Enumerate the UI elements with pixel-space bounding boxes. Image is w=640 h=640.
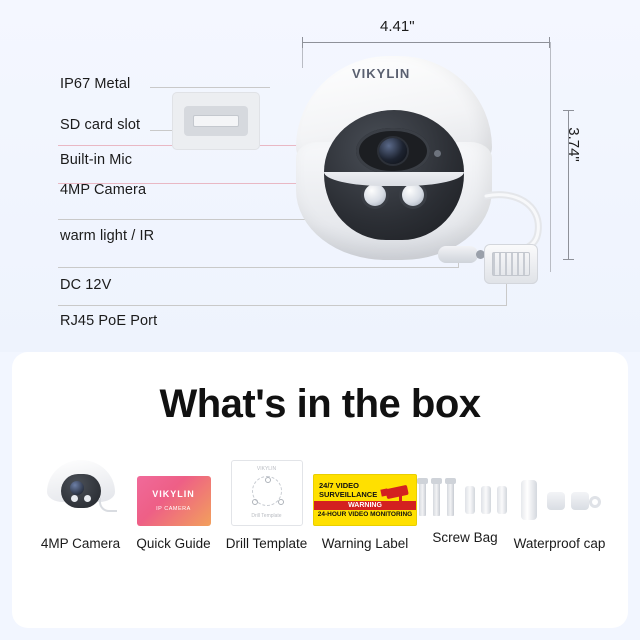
warning-line-1: 24/7 VIDEO [319, 480, 360, 490]
leader-line-ip67 [150, 87, 270, 88]
callout-rj45-poe-port: RJ45 PoE Port [60, 313, 158, 329]
warning-label-icon [313, 448, 417, 526]
box-item-label: Screw Bag [432, 530, 498, 545]
screws-icon [417, 448, 513, 526]
rj45-pin-grid [492, 252, 530, 276]
drill-bottom-text: Drill Template [251, 513, 282, 519]
box-item-label: 4MP Camera [40, 536, 121, 551]
width-dimension-line [302, 42, 550, 43]
whats-in-the-box-title: What's in the box [159, 382, 481, 426]
booklet-icon [127, 448, 220, 526]
whats-in-the-box-panel [12, 352, 628, 628]
lens-icon [379, 138, 407, 164]
camera-illustration [288, 50, 568, 300]
drill-top-text: VIKYLIN [256, 466, 277, 472]
box-items-list [12, 448, 628, 551]
leader-line-sd [150, 130, 172, 131]
callout-dc-12v: DC 12V [60, 277, 112, 293]
microphone-icon [434, 150, 441, 157]
box-item-quick-guide [127, 448, 220, 551]
dc-12v-connector [438, 246, 478, 263]
sd-slot-outer [184, 106, 248, 136]
ir-led-left [364, 184, 386, 206]
callout-ip67-metal: IP67 Metal [60, 76, 131, 92]
box-item-waterproof-cap [513, 448, 606, 551]
callout-4mp-camera: 4MP Camera [60, 182, 147, 198]
box-item-label: Waterproof cap [513, 536, 606, 551]
waterproof-cap-icon [513, 448, 606, 526]
warning-line-3: 24-HOUR VIDEO MONITORING [317, 511, 413, 519]
callout-sd-card-slot: SD card slot [60, 117, 141, 133]
sd-slot-inner [193, 115, 239, 127]
box-item-warning-label [313, 448, 417, 551]
surveillance-camera-icon [382, 484, 412, 500]
rj45-poe-connector [484, 244, 538, 284]
leader-line-rj45 [58, 305, 506, 306]
drill-template-icon [220, 448, 313, 526]
guide-sub-text: IP CAMERA [156, 505, 191, 512]
box-item-screw-bag [417, 448, 513, 551]
dome-camera-icon [34, 448, 127, 526]
sd-card-slot-inset [172, 92, 260, 150]
warning-red-banner: WARNING [314, 501, 416, 510]
lens-ring [356, 128, 430, 174]
box-item-label: Warning Label [321, 536, 409, 551]
box-item-camera [34, 448, 127, 551]
guide-brand-text: VIKYLIN [152, 489, 195, 500]
callout-built-in-mic: Built-in Mic [60, 152, 133, 168]
callout-warm-light-ir: warm light / IR [60, 228, 155, 244]
height-dimension-label: 3.74" [564, 127, 582, 162]
ir-led-right [402, 184, 424, 206]
camera-brand-logo: VIKYLIN [352, 66, 411, 81]
box-item-drill-template [220, 448, 313, 551]
width-dimension-label: 4.41" [380, 18, 415, 35]
box-item-label: Quick Guide [136, 536, 211, 551]
box-item-label: Drill Template [225, 536, 308, 551]
warning-line-2: SURVEILLANCE [319, 489, 378, 499]
